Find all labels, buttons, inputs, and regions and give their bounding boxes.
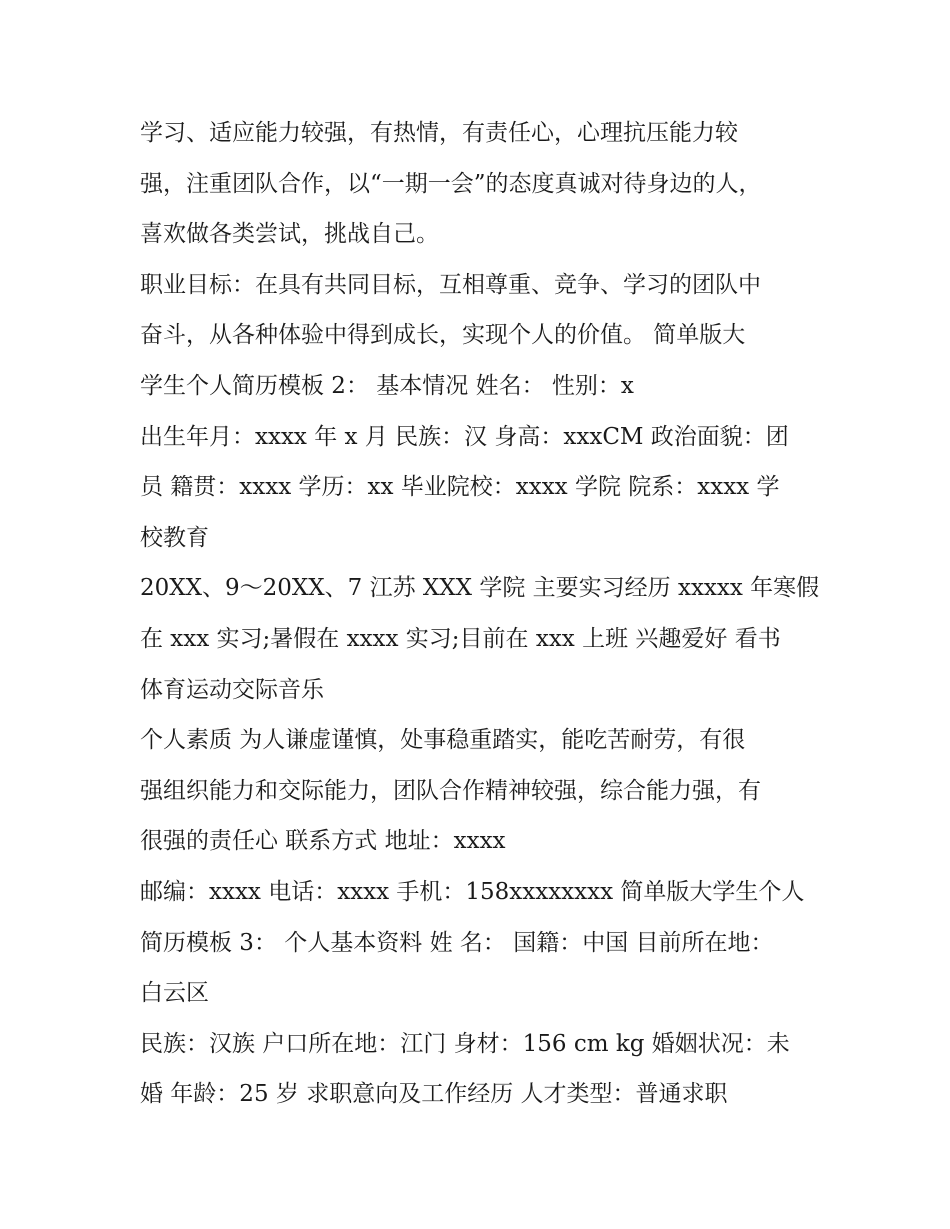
text-line: 邮编：xxxx 电话：xxxx 手机：158xxxxxxxx 简单版大学生个人	[140, 878, 805, 905]
text-line: 20XX、9～20XX、7 江苏 XXX 学院 主要实习经历 xxxxx 年寒假	[140, 575, 820, 602]
text-line: 白云区	[140, 980, 209, 1007]
text-line: 个人素质 为人谦虚谨慎，处事稳重踏实，能吃苦耐劳，有很	[140, 727, 746, 754]
text-line: 员 籍贯：xxxx 学历：xx 毕业院校：xxxx 学院 院系：xxxx 学	[140, 474, 780, 501]
text-line: 出生年月：xxxx 年 x 月 民族：汉 身高：xxxCM 政治面貌：团	[140, 423, 789, 450]
text-line: 简历模板 3： 个人基本资料 姓 名： 国籍：中国 目前所在地：	[140, 929, 774, 956]
text-line: 在 xxx 实习;暑假在 xxxx 实习;目前在 xxx 上班 兴趣爱好 看书	[140, 625, 781, 652]
text-line: 体育运动交际音乐	[140, 676, 324, 703]
text-line: 校教育	[140, 524, 209, 551]
text-line: 婚 年龄：25 岁 求职意向及工作经历 人才类型：普通求职	[140, 1081, 728, 1108]
text-line: 职业目标：在具有共同目标，互相尊重、竞争、学习的团队中	[140, 271, 761, 298]
text-line: 强组织能力和交际能力，团队合作精神较强，综合能力强，有	[140, 777, 761, 804]
text-line: 很强的责任心 联系方式 地址：xxxx	[140, 828, 506, 855]
text-line: 学习、适应能力较强，有热情，有责任心，心理抗压能力较	[140, 120, 738, 146]
text-line: 学生个人简历模板 2： 基本情况 姓名： 性别：x	[140, 372, 634, 399]
text-line: 喜欢做各类尝试，挑战自己。	[140, 221, 439, 248]
document-body	[140, 108, 820, 1120]
text-line: 强，注重团队合作，以“一期一会”的态度真诚对待身边的人，	[140, 170, 762, 197]
text-line: 奋斗，从各种体验中得到成长，实现个人的价值。 简单版大	[140, 322, 746, 349]
text-line: 民族：汉族 户口所在地：江门 身材：156 cm kg 婚姻状况：未	[140, 1030, 790, 1057]
